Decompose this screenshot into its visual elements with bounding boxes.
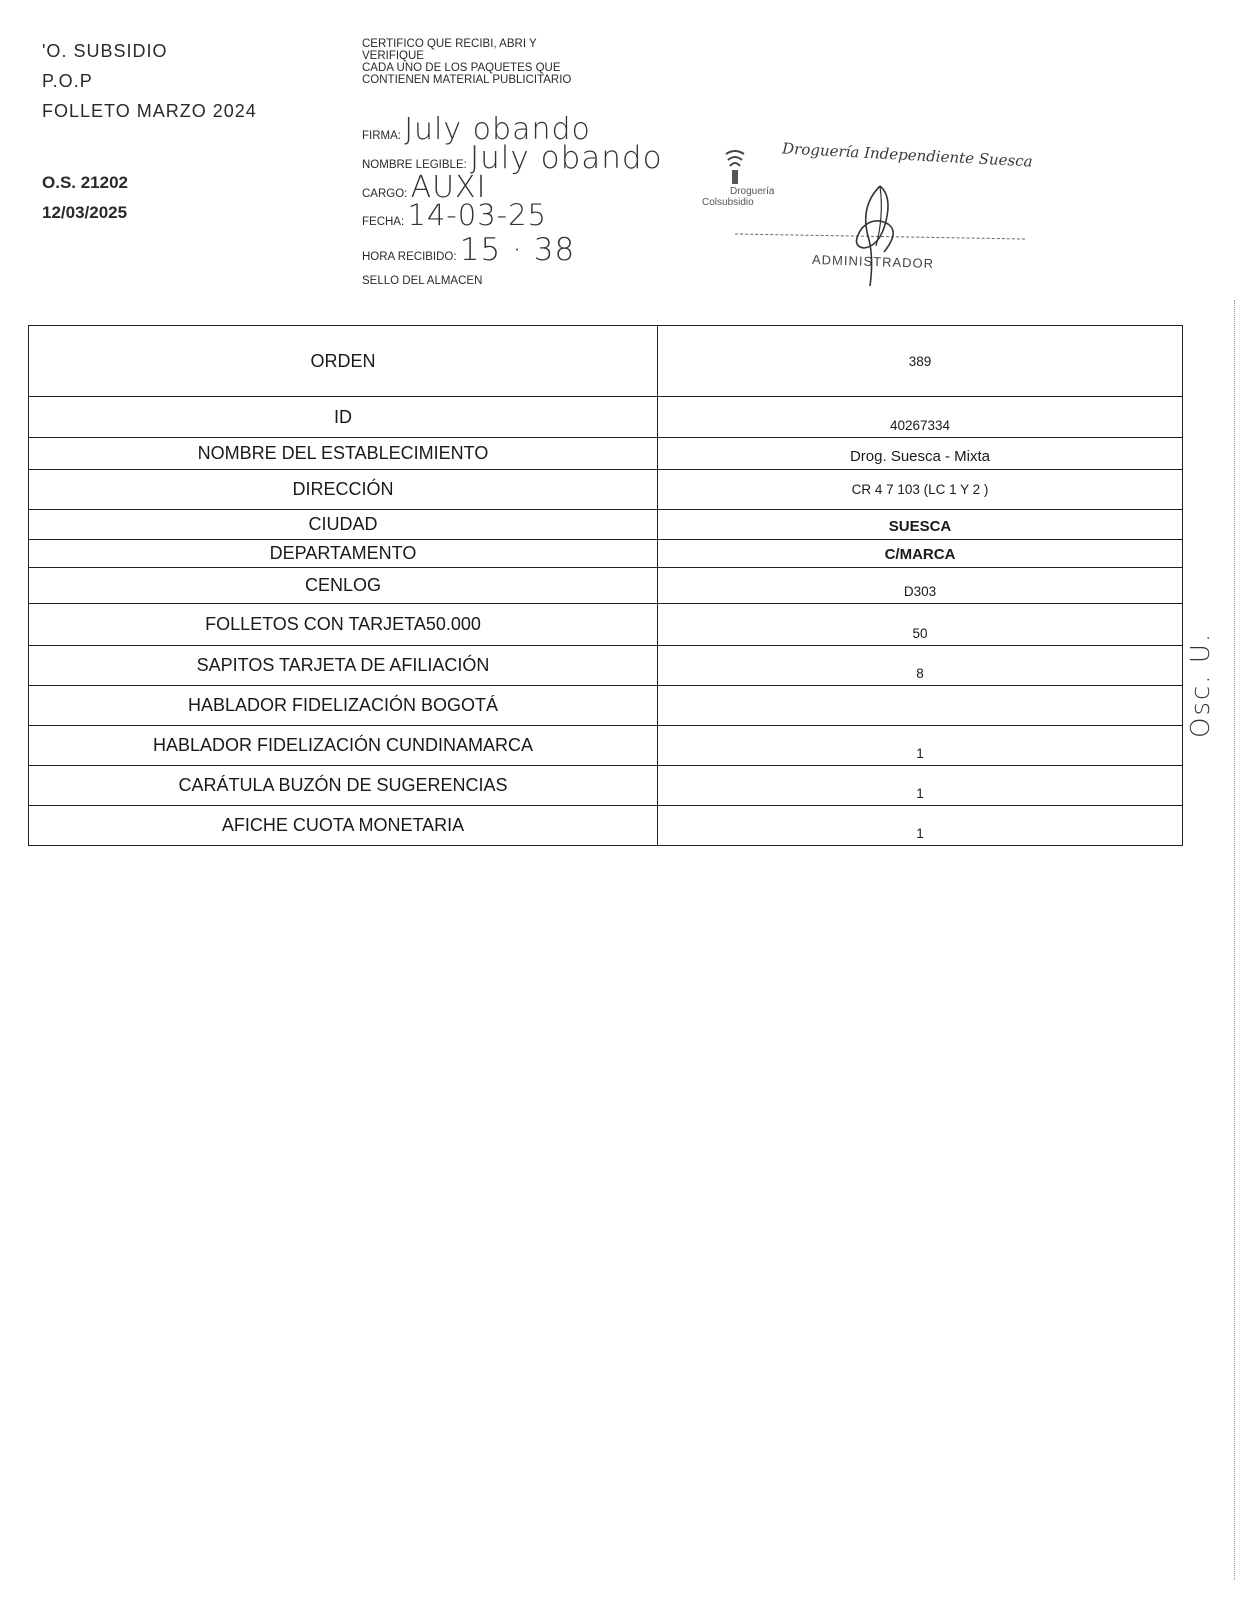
stamp-logo-icon [722, 148, 748, 188]
row-label-departamento: DEPARTAMENTO [29, 540, 658, 568]
order-service-number: O.S. 21202 [42, 173, 129, 192]
table-row [29, 646, 1183, 686]
nombre-label: NOMBRE LEGIBLE: [362, 159, 467, 171]
header-line-folleto: FOLLETO MARZO 2024 [42, 101, 257, 121]
table-row [29, 806, 1183, 846]
row-value-hablador-bogota [658, 686, 1183, 726]
row-value-ciudad: SUESCA [658, 510, 1183, 540]
cert-line: VERIFIQUE [362, 50, 424, 62]
firma-handwritten: July obando [404, 112, 591, 147]
stamp-store-name: Droguería Independiente Suesca [781, 139, 1034, 171]
header-left-block [42, 36, 257, 126]
table-row [29, 726, 1183, 766]
header-line-subsidio: 'O. SUBSIDIO [42, 41, 168, 61]
row-value-id: 40267334 [658, 397, 1183, 438]
table-row [29, 604, 1183, 646]
table-row [29, 540, 1183, 568]
fecha-handwritten: 14-03-25 [407, 198, 548, 232]
stamp-subtext [702, 186, 774, 208]
row-value-departamento: C/MARCA [658, 540, 1183, 568]
row-value-hablador-cundinamarca: 1 [658, 726, 1183, 766]
row-label-hablador-bogota: HABLADOR FIDELIZACIÓN BOGOTÁ [29, 686, 658, 726]
row-label-cenlog: CENLOG [29, 568, 658, 604]
row-label-folletos: FOLLETOS CON TARJETA50.000 [29, 604, 658, 646]
order-service-block [42, 168, 128, 228]
stamp-role: ADMINISTRADOR [811, 251, 935, 272]
row-label-hablador-cundinamarca: HABLADOR FIDELIZACIÓN CUNDINAMARCA [29, 726, 658, 766]
sello-label: SELLO DEL ALMACEN [362, 275, 483, 287]
row-value-folletos: 50 [658, 604, 1183, 646]
stamp-subtext-line: Colsubsidio [702, 197, 754, 208]
table-row [29, 510, 1183, 540]
signature-scribble-icon [840, 176, 920, 296]
fecha-label: FECHA: [362, 216, 405, 228]
row-label-direccion: DIRECCIÓN [29, 470, 658, 510]
row-label-caratula: CARÁTULA BUZÓN DE SUGERENCIAS [29, 766, 658, 806]
row-value-establecimiento: Drog. Suesca - Mixta [658, 438, 1183, 470]
row-label-afiche: AFICHE CUOTA MONETARIA [29, 806, 658, 846]
row-label-establecimiento: NOMBRE DEL ESTABLECIMIENTO [29, 438, 658, 470]
row-value-cenlog: D303 [658, 568, 1183, 604]
row-value-orden: 389 [658, 326, 1183, 397]
header-line-pop: P.O.P [42, 71, 93, 91]
table-row [29, 568, 1183, 604]
cargo-handwritten: AUXI [410, 170, 487, 205]
cargo-label: CARGO: [362, 188, 408, 200]
margin-handwritten-note: Osc. U. [1186, 631, 1216, 738]
hora-field [362, 232, 575, 268]
cert-line: CADA UNO DE LOS PAQUETES QUE [362, 62, 561, 74]
row-label-orden: ORDEN [29, 326, 658, 397]
table-row [29, 438, 1183, 470]
table-row [29, 766, 1183, 806]
table-row [29, 326, 1183, 397]
certification-text [362, 38, 571, 86]
scan-edge-line [1234, 300, 1235, 1580]
cert-line: CONTIENEN MATERIAL PUBLICITARIO [362, 74, 572, 86]
hora-label: HORA RECIBIDO: [362, 251, 457, 263]
row-label-ciudad: CIUDAD [29, 510, 658, 540]
row-label-id: ID [29, 397, 658, 438]
fecha-field [362, 198, 547, 232]
row-value-caratula: 1 [658, 766, 1183, 806]
table-row [29, 470, 1183, 510]
row-label-sapitos: SAPITOS TARJETA DE AFILIACIÓN [29, 646, 658, 686]
nombre-handwritten: July obando [470, 140, 663, 176]
sello-field [362, 275, 482, 287]
table-row [29, 686, 1183, 726]
row-value-afiche: 1 [658, 806, 1183, 846]
hora-handwritten: 15 · 38 [459, 232, 576, 268]
order-service-date: 12/03/2025 [42, 203, 128, 222]
row-value-direccion: CR 4 7 103 (LC 1 Y 2 ) [658, 470, 1183, 510]
table-row [29, 397, 1183, 438]
material-table [28, 325, 1183, 846]
row-value-sapitos: 8 [658, 646, 1183, 686]
cert-line: CERTIFICO QUE RECIBI, ABRI Y [362, 38, 537, 50]
firma-label: FIRMA: [362, 130, 401, 142]
stamp-subtext-line: Droguería [730, 186, 775, 197]
